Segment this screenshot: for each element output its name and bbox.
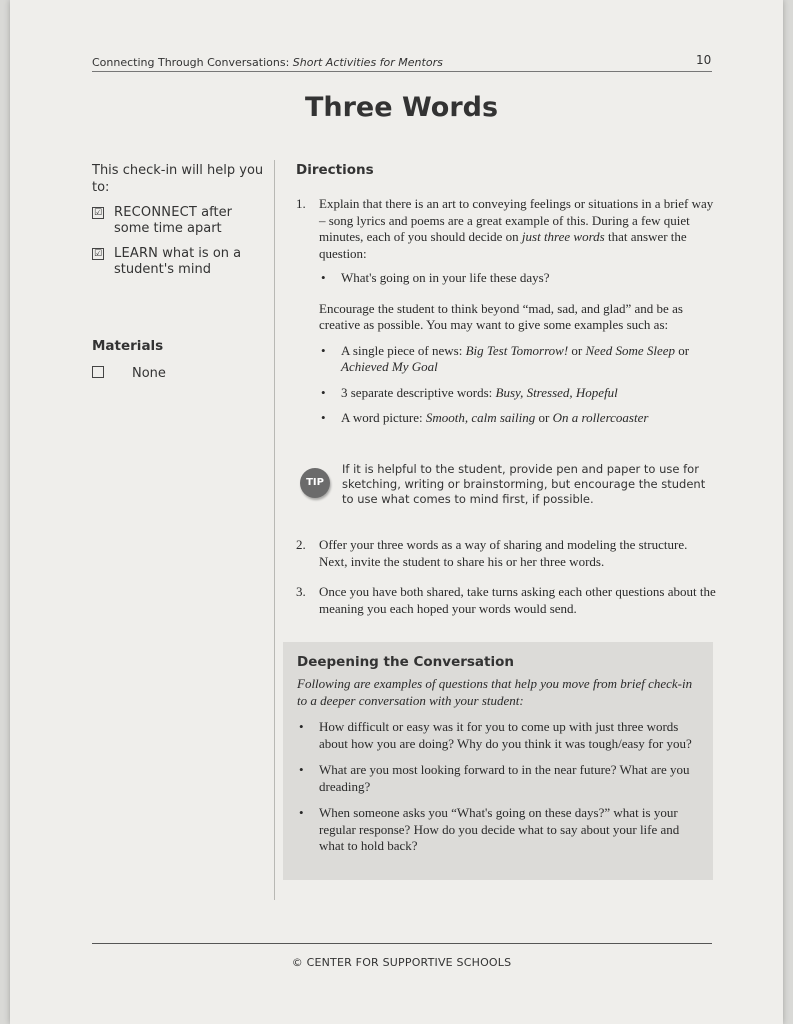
bullet-text: or — [675, 342, 690, 358]
tip-box — [300, 462, 710, 507]
deepening-content — [297, 654, 702, 855]
step-number: 1. — [296, 196, 306, 211]
bullet-text: When someone asks you “What's going on these days?” what is your regular response? How do you decide what to say about your life and what to hold back? — [319, 805, 680, 853]
bullet-emphasis: Smooth, calm sailing — [425, 410, 536, 425]
step-2 — [296, 537, 716, 570]
running-title: Connecting Through Conversations: — [92, 56, 290, 69]
bullet-text: or — [535, 410, 553, 425]
check-keyword: LEARN — [114, 246, 159, 261]
empty-checkbox-icon — [92, 366, 104, 378]
example-bullet — [319, 343, 716, 376]
materials-item-label: None — [132, 366, 166, 381]
later-steps — [296, 537, 716, 617]
example-bullet — [319, 385, 716, 402]
question-bullet — [319, 270, 716, 287]
bullet-text: What are you most looking forward to in the near future? What are you dreading? — [319, 762, 690, 794]
footer-rule — [92, 943, 712, 944]
directions-section — [296, 162, 716, 427]
bullet-emphasis: On a rollercoaster — [552, 410, 649, 425]
bullet-emphasis: Busy, Stressed, Hopeful — [495, 384, 618, 400]
deepening-heading: Deepening the Conversation — [297, 654, 514, 670]
materials-heading: Materials — [92, 338, 164, 354]
deepening-box — [283, 642, 713, 880]
bullet-text: What's going on in your life these days? — [341, 270, 550, 285]
check-text: what is on a student's mind — [114, 246, 242, 277]
step-text: Once you have both shared, take turns asking each other questions about the meaning you each hoped your words would send. — [319, 584, 716, 616]
step-text: Offer your three words as a way of sharing and modeling the structure. Next, invite the student to share his or her three words. — [319, 537, 688, 569]
step-number: 2. — [296, 537, 306, 552]
check-item-learn — [92, 246, 267, 278]
bullet-text: How difficult or easy was it for you to come up with just three words about how you are doing? Why do you think it was tough/easy for you? — [319, 719, 692, 751]
sidebar — [92, 162, 267, 278]
check-item-reconnect — [92, 205, 267, 237]
bullet-text: A single piece of news: — [341, 342, 466, 358]
deepening-intro: Following are examples of questions that help you move from brief check-in to a deeper conversation with your student: — [297, 676, 693, 708]
bullet-text: or — [568, 342, 586, 358]
bullet-emphasis: Need Some Sleep — [585, 342, 676, 358]
bullet-emphasis: Big Test Tomorrow! — [465, 342, 569, 358]
page — [10, 0, 783, 1024]
running-header — [92, 56, 712, 72]
materials-item — [92, 366, 166, 381]
footer-copyright: © CENTER FOR SUPPORTIVE SCHOOLS — [291, 956, 512, 969]
step-number: 3. — [296, 584, 306, 599]
step-1 — [296, 196, 716, 427]
page-number: 10 — [696, 53, 712, 67]
column-divider — [274, 160, 275, 900]
bullet-text: A word picture: — [341, 410, 426, 425]
deepening-question — [297, 805, 702, 855]
page-title: Three Words — [304, 92, 499, 123]
step-text-part: Explain that there is an art to conveying feelings or situations in a brief way – song lyrics and poems are a great example of this. During a few quiet minutes, each of you should decide on — [319, 196, 714, 244]
tip-badge-icon: TIP — [300, 468, 330, 498]
encourage-paragraph: Encourage the student to think beyond “mad, sad, and glad” and be as creative as possible. You may want to give some examples such as: — [319, 300, 683, 332]
directions-heading: Directions — [296, 162, 374, 178]
example-bullet — [319, 410, 716, 427]
check-keyword: RECONNECT — [114, 205, 198, 220]
checked-box-icon: ☑ — [93, 208, 103, 218]
step-text — [319, 196, 716, 262]
sidebar-intro: This check-in will help you to: — [92, 163, 264, 195]
running-subtitle: Short Activities for Mentors — [292, 56, 443, 69]
bullet-emphasis: Achieved My Goal — [341, 359, 438, 374]
step-text-emphasis: just three words — [521, 229, 605, 244]
deepening-question — [297, 719, 702, 752]
step-3 — [296, 584, 716, 617]
bullet-text: 3 separate descriptive words: — [341, 384, 496, 400]
check-text: after some time apart — [114, 205, 232, 236]
checked-box-icon: ☑ — [93, 249, 103, 259]
deepening-question — [297, 762, 702, 795]
tip-text: If it is helpful to the student, provide pen and paper to use for sketching, writing or brainstorming, but encourage the student to use what comes to mind first, if possible. — [342, 462, 706, 506]
step-text-part: that answer the question: — [319, 229, 687, 261]
